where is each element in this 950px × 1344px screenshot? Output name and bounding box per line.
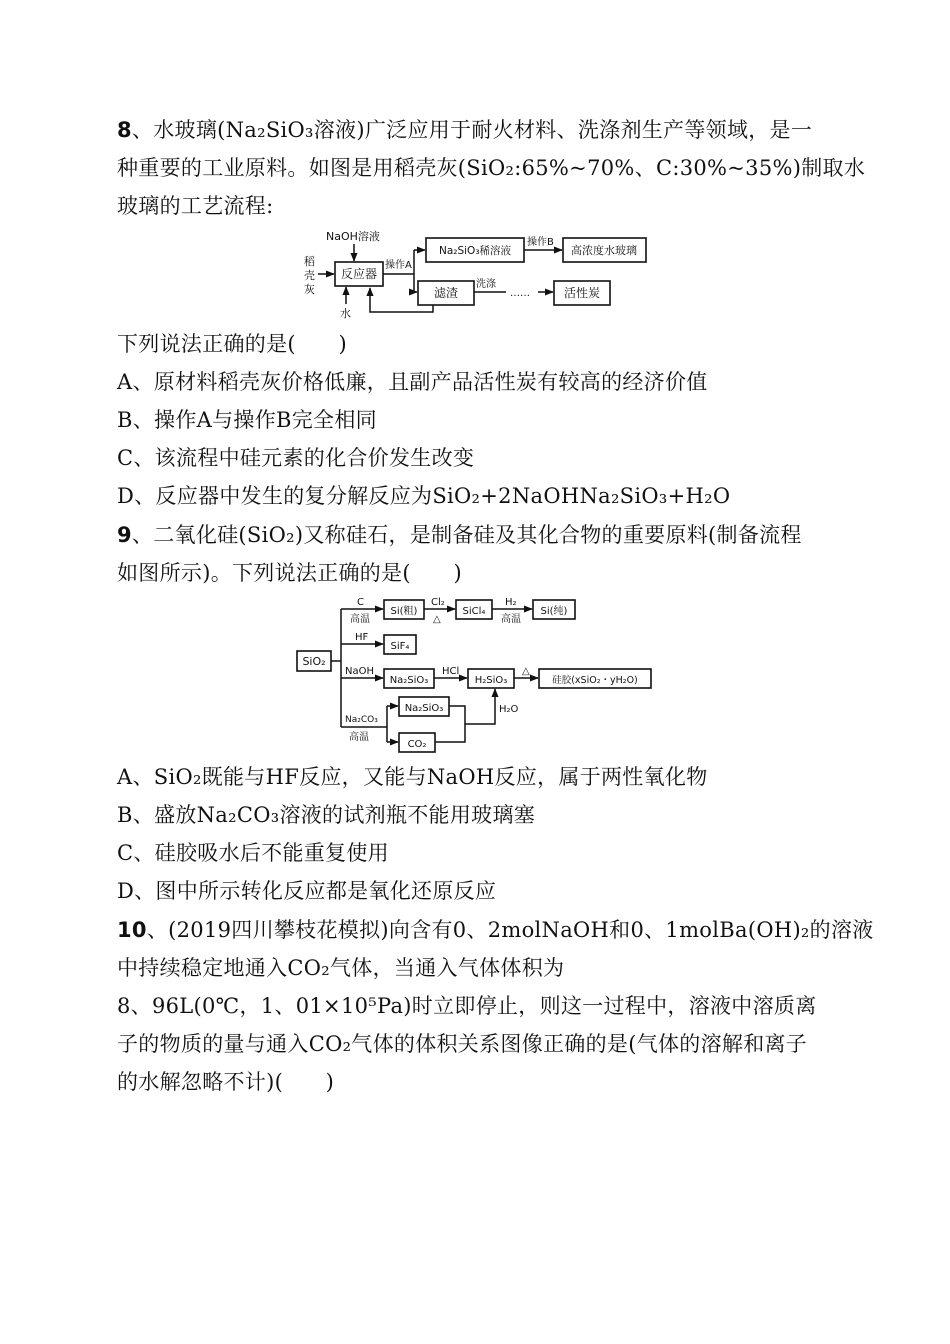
q9-h2sio3-label: H₂SiO₃ bbox=[474, 675, 508, 686]
q8-line-2: 种重要的工业原料。如图是用稻壳灰(SiO₂:65%~70%、C:30%~35%)制取水 bbox=[117, 156, 866, 180]
q8-ellipsis-label: …… bbox=[510, 288, 530, 299]
q8-water-label: 水 bbox=[340, 307, 351, 320]
q9-si-crude-label: Si(粗) bbox=[390, 606, 418, 617]
q9-delta-label-1: △ bbox=[433, 614, 441, 625]
q8-operation-b-label: 操作B bbox=[527, 237, 554, 248]
q8-rice-ash-char-1: 稻 bbox=[304, 255, 315, 268]
q8-high-conc-glass-label: 高浓度水玻璃 bbox=[571, 244, 637, 257]
q9-sio2-label: SiO₂ bbox=[302, 655, 326, 668]
q8-wash-label: 洗涤 bbox=[476, 279, 496, 290]
q9-cl2-label: Cl₂ bbox=[431, 597, 445, 608]
q8-residue-label: 滤渣 bbox=[433, 286, 459, 300]
q10-line-5: 的水解忽略不计)( ) bbox=[117, 1070, 335, 1094]
q8-dilute-solution-label: Na₂SiO₃稀溶液 bbox=[438, 245, 512, 257]
q8-line-3: 玻璃的工艺流程: bbox=[117, 194, 274, 218]
q8-option-a: A、原材料稻壳灰价格低廉，且副产品活性炭有较高的经济价值 bbox=[117, 370, 708, 394]
q9-sicl4-label: SiCl₄ bbox=[462, 606, 486, 617]
q9-co2-label: CO₂ bbox=[407, 739, 427, 750]
q8-rice-ash-char-2: 壳 bbox=[304, 269, 315, 282]
q8-prompt: 下列说法正确的是( ) bbox=[117, 332, 347, 356]
q8-option-b: B、操作A与操作B完全相同 bbox=[117, 408, 377, 432]
q9-high-temp-label-2: 高温 bbox=[501, 614, 521, 625]
q9-hf-label: HF bbox=[355, 632, 369, 643]
q9-naoh-label: NaOH bbox=[345, 666, 374, 677]
q9-h2-label: H₂ bbox=[505, 597, 517, 608]
q10-number: 10 bbox=[117, 918, 147, 942]
q8-reactor-label: 反应器 bbox=[340, 267, 378, 281]
q9-option-b: B、盛放Na₂CO₃溶液的试剂瓶不能用玻璃塞 bbox=[117, 803, 536, 827]
q9-line-1: 9、二氧化硅(SiO₂)又称硅石，是制备硅及其化合物的重要原料(制备流程 bbox=[117, 523, 802, 547]
q9-na2sio3-label-1: Na₂SiO₃ bbox=[389, 675, 429, 686]
q9-si-pure-label: Si(纯) bbox=[540, 606, 568, 617]
q9-line-2: 如图所示)。下列说法正确的是( ) bbox=[117, 561, 462, 585]
q8-operation-a-label: 操作A bbox=[385, 260, 412, 271]
q9-hcl-label: HCl bbox=[442, 666, 460, 677]
q8-option-c: C、该流程中硅元素的化合价发生改变 bbox=[117, 446, 475, 470]
q9-option-a: A、SiO₂既能与HF反应，又能与NaOH反应，属于两性氧化物 bbox=[117, 765, 708, 789]
q9-c-label: C bbox=[357, 597, 364, 608]
q8-activated-carbon-label: 活性炭 bbox=[563, 286, 601, 300]
q10-line-2: 中持续稳定地通入CO₂气体，当通入气体体积为 bbox=[117, 956, 565, 980]
q10-line-4: 子的物质的量与通入CO₂气体的体积关系图像正确的是(气体的溶解和离子 bbox=[117, 1032, 808, 1056]
q9-high-temp-label-3: 高温 bbox=[349, 732, 369, 743]
q9-high-temp-label-1: 高温 bbox=[350, 614, 370, 625]
q9-h2o-label: H₂O bbox=[499, 704, 519, 715]
q9-silica-gel-label: 硅胶(xSiO₂・yH₂O) bbox=[552, 675, 638, 686]
q9-arrow-to-h2sio3-up bbox=[465, 689, 495, 724]
q10-line-1: 10、(2019四川攀枝花模拟)向含有0、2molNaOH和0、1molBa(OH)₂的溶液 bbox=[117, 918, 874, 942]
q8-option-d: D、反应器中发生的复分解反应为SiO₂+2NaOHNa₂SiO₃+H₂O bbox=[117, 484, 731, 508]
q9-delta-label-2: △ bbox=[522, 666, 530, 677]
q8-rice-ash-char-3: 灰 bbox=[304, 283, 315, 296]
q9-option-c: C、硅胶吸水后不能重复使用 bbox=[117, 841, 389, 865]
q9-number: 9 bbox=[117, 523, 132, 547]
q9-option-d: D、图中所示转化反应都是氧化还原反应 bbox=[117, 879, 497, 903]
q8-line-1: 8、水玻璃(Na₂SiO₃溶液)广泛应用于耐火材料、洗涤剂生产等领域，是一 bbox=[117, 118, 813, 142]
q9-na2sio3-label-2: Na₂SiO₃ bbox=[404, 703, 444, 714]
q8-number: 8 bbox=[117, 118, 132, 142]
q9-na2co3-label: Na₂CO₃ bbox=[345, 715, 378, 725]
q8-process-flow-diagram bbox=[298, 226, 658, 322]
q9-silica-process-diagram bbox=[295, 594, 665, 754]
q8-naoh-solution-label: NaOH溶液 bbox=[326, 230, 380, 243]
q10-line-3: 8、96L(0℃，1、01×10⁵Pa)时立即停止，则这一过程中，溶液中溶质离 bbox=[117, 994, 817, 1018]
q9-sif4-label: SiF₄ bbox=[390, 641, 410, 652]
